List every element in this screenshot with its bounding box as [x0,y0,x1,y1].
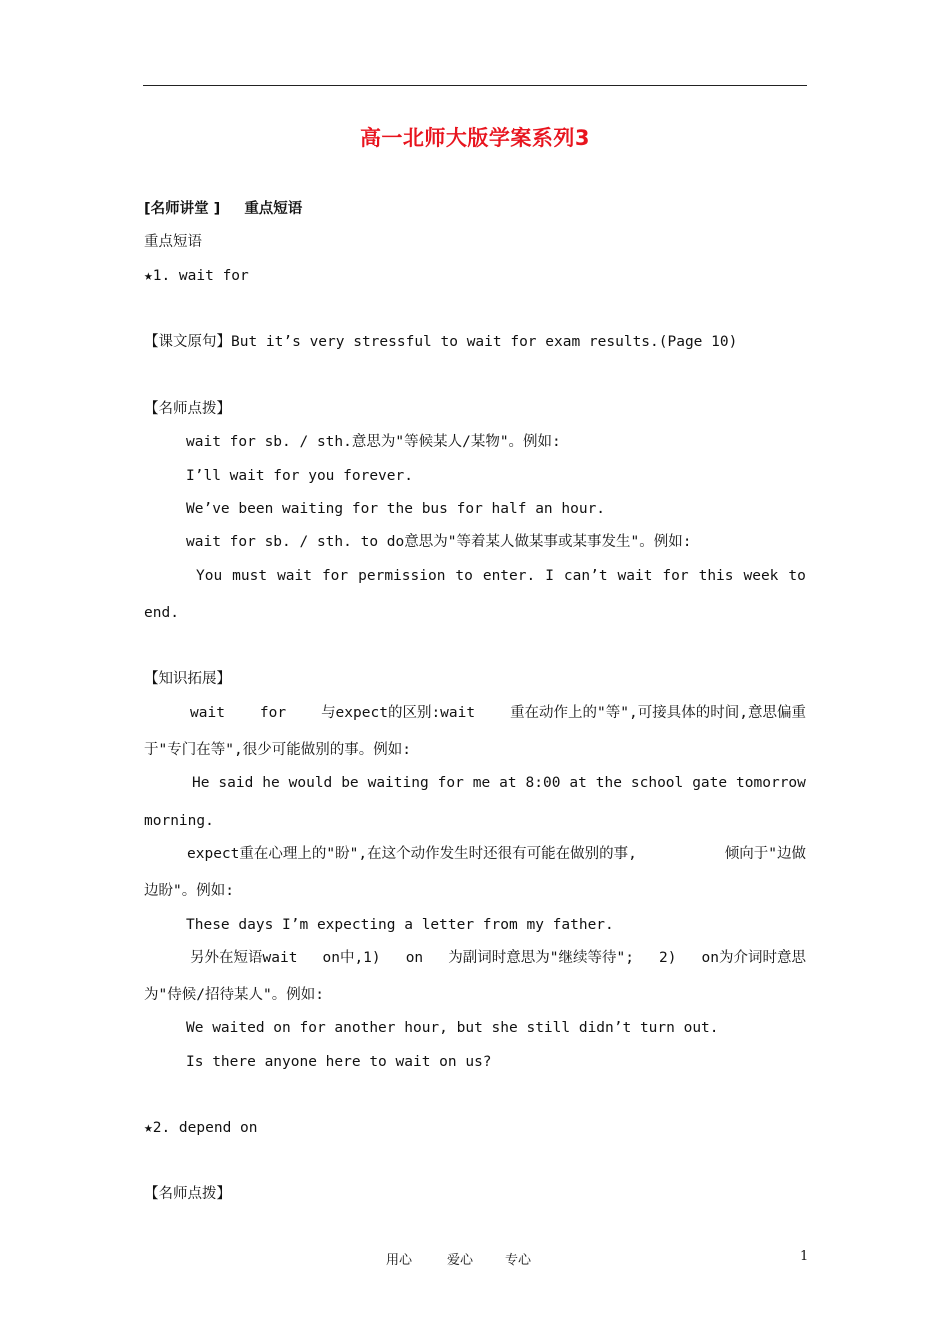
item-1-heading: ★1. wait for [144,268,249,284]
wait-on-example: Is there anyone here to wait on us? [186,1054,492,1070]
expect-example: These days I’m expecting a letter from my father. [186,917,614,933]
word: this [698,568,734,584]
word: I [545,568,554,584]
word: on为介词时意思 [701,950,806,966]
word: the [595,775,622,791]
tip-line: wait for sb. / sth. to do意思为"等着某人做某事或某事发生"。例如: [186,534,692,550]
section-topic: 重点短语 [244,201,303,217]
wait-on-justified-line [190,948,806,968]
word: me [472,775,491,791]
tip-line: wait for sb. / sth.意思为"等候某人/某物"。例如: [186,434,561,450]
footer-mid: 爱心 [447,1253,474,1268]
word: wait [190,705,225,721]
footer-left: 用心 [386,1253,413,1268]
word: 倾向于"边做 [724,846,806,862]
tip-line: We’ve been waiting for the bus for half an hour. [186,501,606,517]
word: can’t [563,568,608,584]
example-end: end. [144,605,179,621]
word: tomorrow [736,775,806,791]
word: for [437,775,464,791]
expand-line-2: 于"专门在等",很少可能做别的事。例如: [144,742,411,758]
word: for [321,568,349,584]
expect-justified-line [187,844,806,864]
page-title: 高一北师大版学案系列3 [359,126,591,150]
word: would [288,775,333,791]
word: 为副词时意思为"继续等待"; [448,950,634,966]
word: gate [692,775,728,791]
word: week [743,568,779,584]
word: He [192,775,210,791]
word: 重在动作上的"等",可接具体的时间,意思偏重 [510,705,806,721]
word: for [259,705,287,721]
word: wait [617,568,653,584]
word: on中,1) [322,950,381,966]
word: school [630,775,684,791]
word: be [341,775,359,791]
tip-line: I’ll wait for you forever. [186,468,413,484]
word: at [499,775,517,791]
word: 与expect的区别:wait [321,705,476,721]
expand-label: 【知识拓展】 [144,671,231,687]
word: expect重在心理上的"盼",在这个动作发生时还很有可能在做别的事, [187,846,637,862]
word: at [569,775,587,791]
word: enter. [482,568,536,584]
word: permission [358,568,446,584]
footer-right: 专心 [505,1253,532,1268]
section-heading [144,199,302,219]
word: to [455,568,473,584]
word: You [196,568,223,584]
original-sentence [144,332,737,352]
word: 另外在短语wait [190,950,298,966]
word: 8:00 [525,775,561,791]
example-justified-line [196,566,806,586]
item-2-heading: ★2. depend on [144,1120,258,1136]
wait-on-example: We waited on for another hour, but she still didn’t turn out. [186,1020,719,1036]
word: said [218,775,254,791]
word: to [788,568,806,584]
word: 2) [659,950,677,966]
header-rule [143,85,807,86]
word: wait [277,568,312,584]
word: he [262,775,280,791]
word: on [405,950,424,966]
original-text: But it’s very stressful to wait for exam results.(Page 10) [231,334,738,350]
original-label: 【课文原句】 [144,334,231,350]
subheading: 重点短语 [144,234,202,250]
word: for [662,568,689,584]
word: waiting [367,775,429,791]
he-said-end: morning. [144,813,214,829]
expect-line-2: 边盼"。例如: [144,883,234,899]
he-said-justified-line [192,773,806,793]
word: must [232,568,268,584]
tips-label: 【名师点拨】 [144,401,231,417]
expand-justified-line [190,703,806,723]
wait-on-line-2: 为"侍候/招待某人"。例如: [144,987,324,1003]
tips-label-2: 【名师点拨】 [144,1186,231,1202]
section-bracket: [名师讲堂 ] [144,201,221,217]
page-number: 1 [800,1249,809,1264]
